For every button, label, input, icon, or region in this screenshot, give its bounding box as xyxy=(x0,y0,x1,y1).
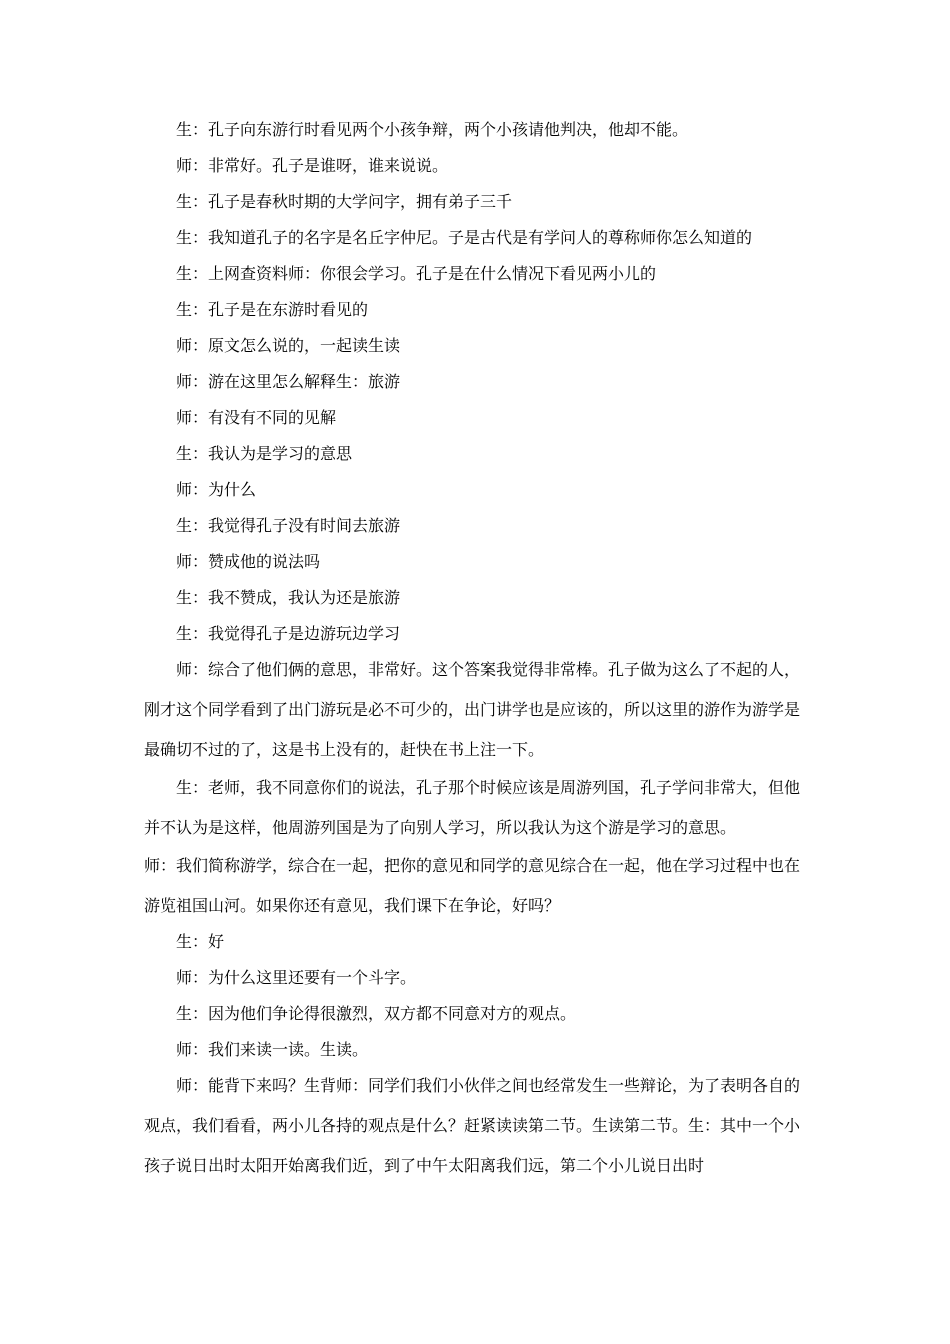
dialogue-line: 生：我知道孔子的名字是名丘字仲尼。子是古代是有学问人的尊称师你怎么知道的 xyxy=(176,228,753,247)
dialogue-line: 生：我不赞成，我认为还是旅游 xyxy=(176,588,401,607)
dialogue-line: 生：孔子是在东游时看见的 xyxy=(176,300,369,319)
dialogue-line: 师：我们来读一读。生读。 xyxy=(176,1040,369,1059)
dialogue-line: 生：孔子向东游行时看见两个小孩争辩，两个小孩请他判决，他却不能。 xyxy=(176,120,689,139)
dialogue-line: 生：上网查资料师：你很会学习。孔子是在什么情况下看见两小儿的 xyxy=(176,264,657,283)
document-body xyxy=(144,121,800,1184)
dialogue-paragraph: 师：能背下来吗？生背师：同学们我们小伙伴之间也经常发生一些辩论，为了表明各自的观点，我们看看，两小儿各持的观点是什么？赶紧读读第二节。生读第二节。生：其中一个小孩子说日出时太阳开始离我们近，到了中午太阳离我们远，第二个小儿说日出时 xyxy=(144,1076,801,1175)
dialogue-line: 师：有没有不同的见解 xyxy=(176,408,337,427)
dialogue-line: 师：为什么 xyxy=(176,480,257,499)
dialogue-line: 师：游在这里怎么解释生：旅游 xyxy=(176,372,401,391)
dialogue-line: 师：非常好。孔子是谁呀，谁来说说。 xyxy=(176,156,449,175)
dialogue-line: 师：赞成他的说法吗 xyxy=(176,552,321,571)
dialogue-line: 师：原文怎么说的，一起读生读 xyxy=(176,336,401,355)
dialogue-line: 生：好 xyxy=(176,932,225,951)
dialogue-paragraph: 师：综合了他们俩的意思，非常好。这个答案我觉得非常棒。孔子做为这么了不起的人，刚才这个同学看到了出门游玩是必不可少的，出门讲学也是应该的，所以这里的游作为游学是最确切不过的了，这是书上没有的，赶快在书上注一下。 xyxy=(144,660,801,759)
dialogue-line: 生：我觉得孔子是边游玩边学习 xyxy=(176,624,401,643)
dialogue-line: 生：因为他们争论得很激烈，双方都不同意对方的观点。 xyxy=(176,1004,577,1023)
dialogue-line: 生：我觉得孔子没有时间去旅游 xyxy=(176,516,401,535)
dialogue-line: 生：我认为是学习的意思 xyxy=(176,444,353,463)
dialogue-line: 生：孔子是春秋时期的大学问字，拥有弟子三千 xyxy=(176,192,513,211)
dialogue-paragraph: 师：我们简称游学，综合在一起，把你的意见和同学的意见综合在一起，他在学习过程中也在游览祖国山河。如果你还有意见，我们课下在争论，好吗？ xyxy=(144,856,801,915)
dialogue-paragraph: 生：老师，我不同意你们的说法，孔子那个时候应该是周游列国，孔子学问非常大，但他并不认为是这样，他周游列国是为了向别人学习，所以我认为这个游是学习的意思。 xyxy=(144,778,801,837)
dialogue-line: 师：为什么这里还要有一个斗字。 xyxy=(176,968,417,987)
